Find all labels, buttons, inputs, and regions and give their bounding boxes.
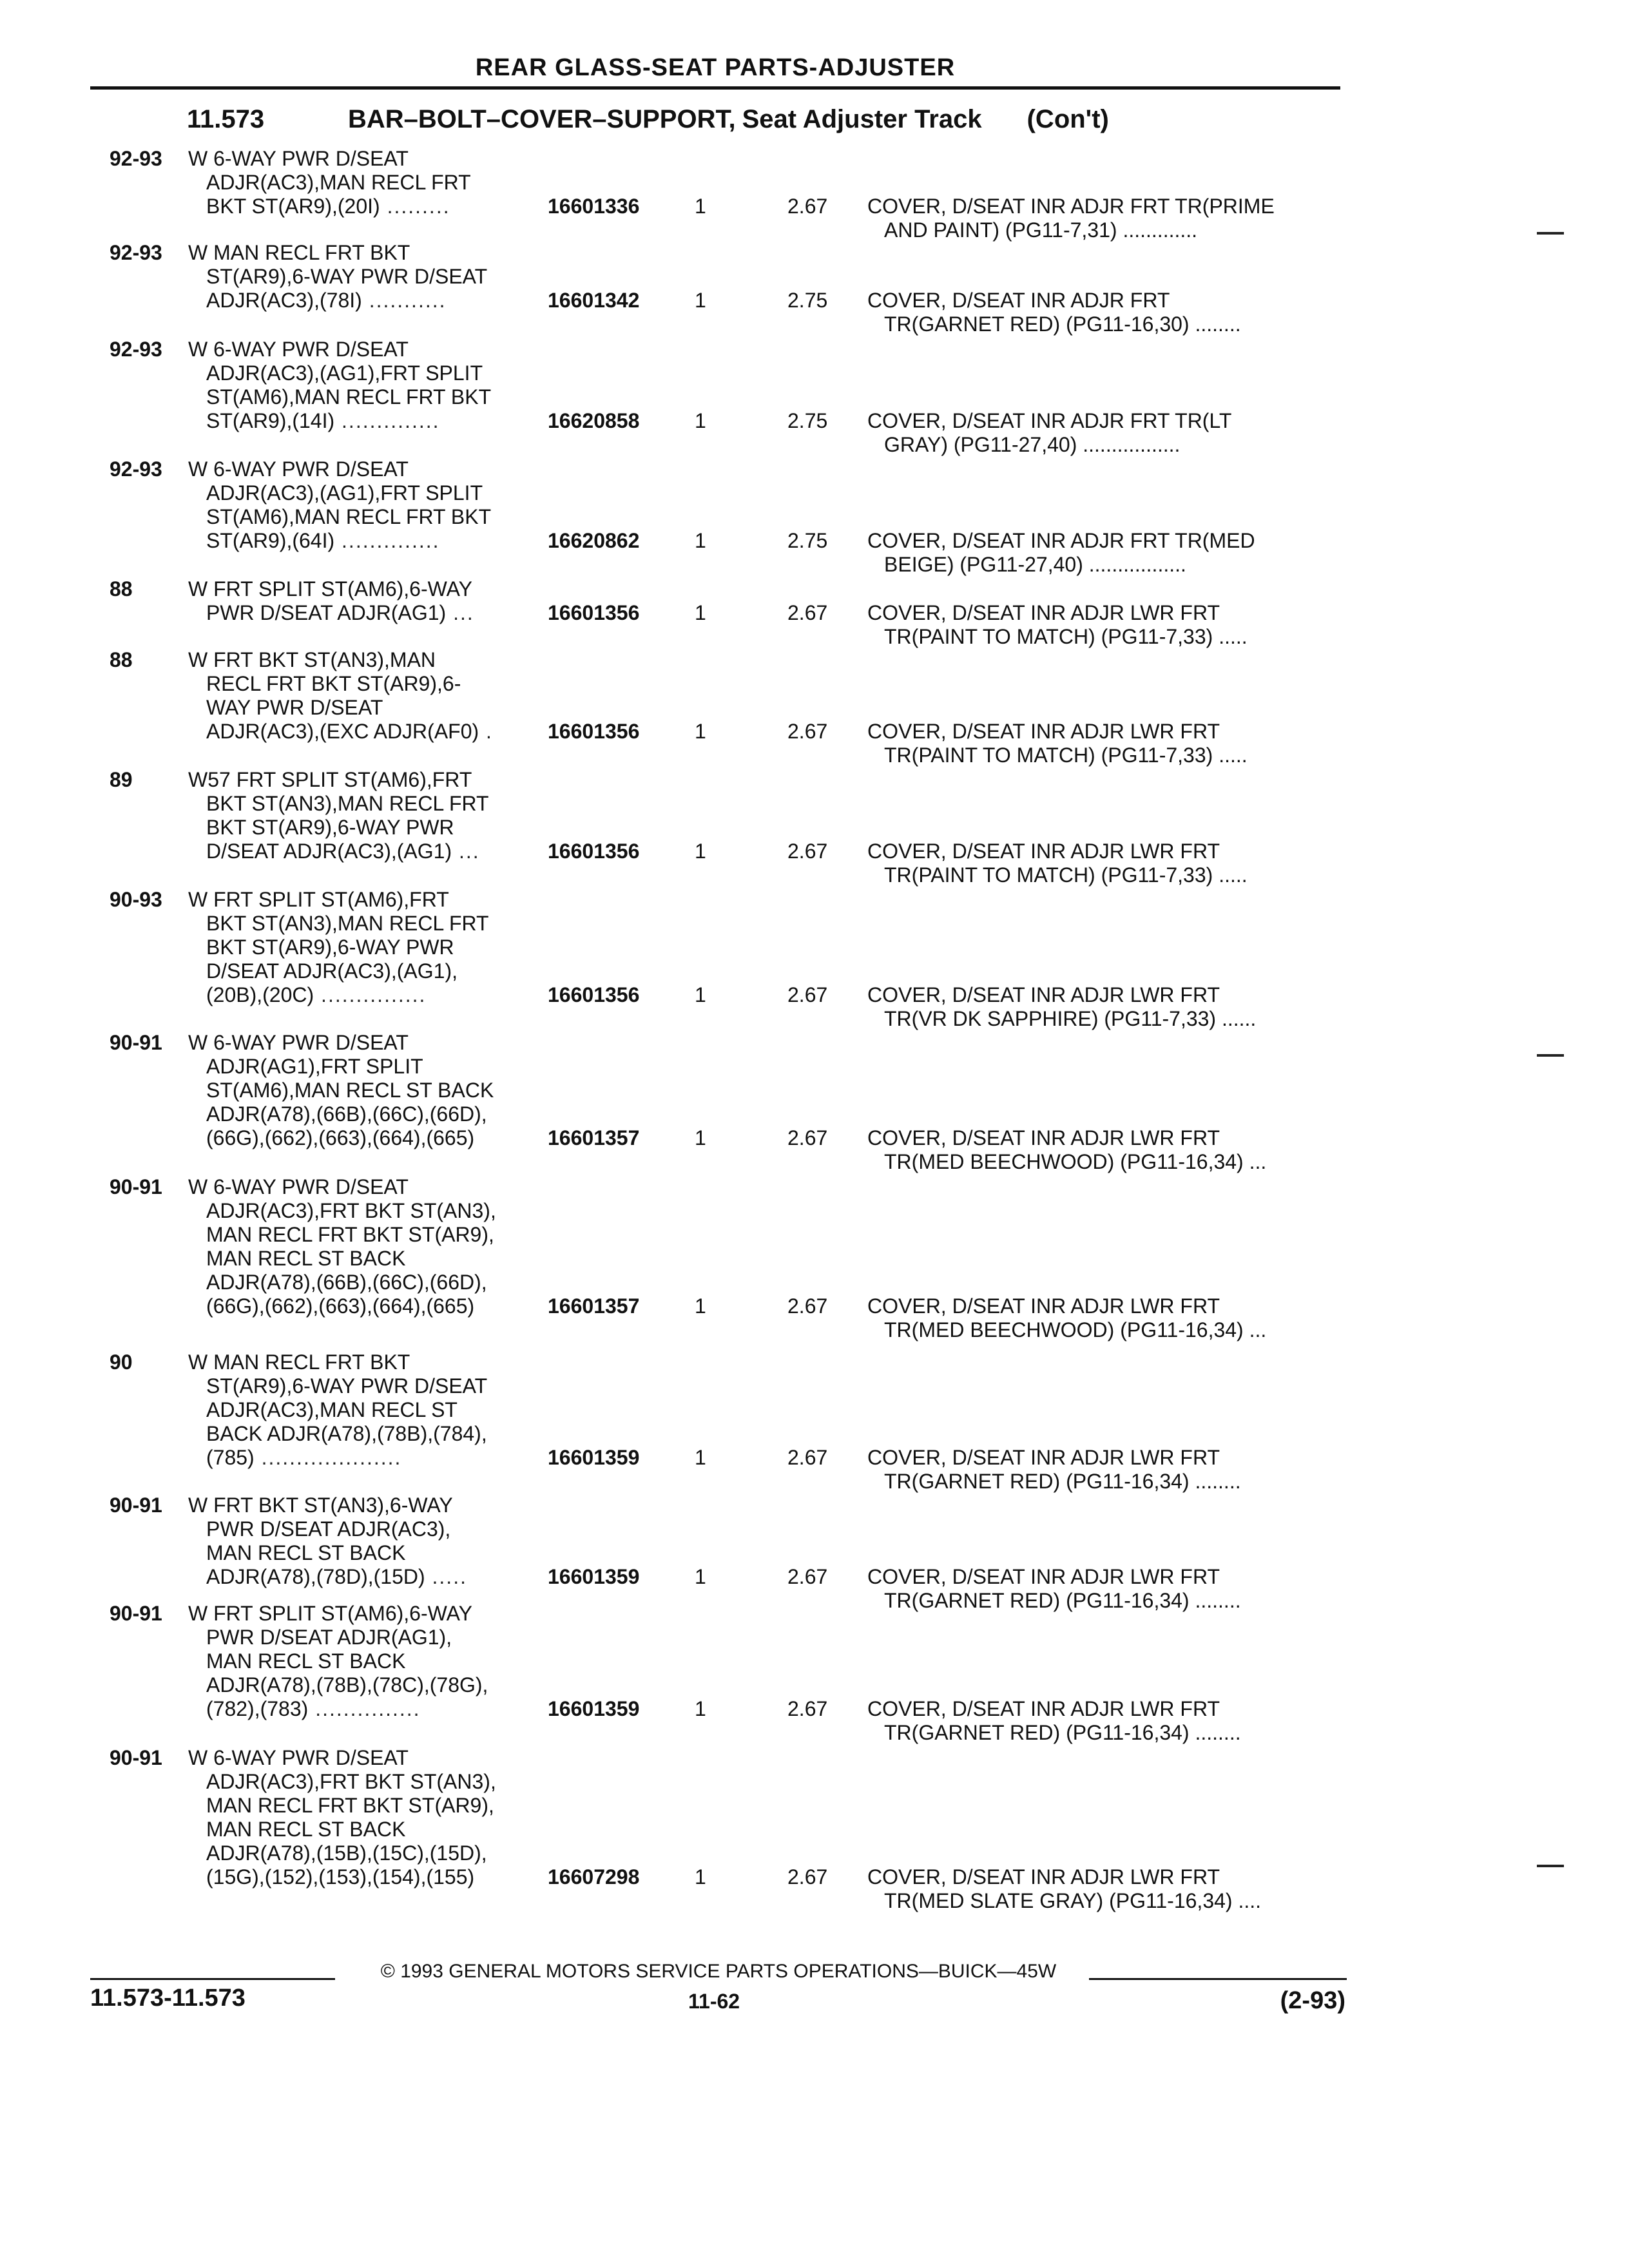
quantity: 1: [695, 409, 706, 432]
part-description-line: COVER, D/SEAT INR ADJR LWR FRT: [867, 1126, 1220, 1149]
part-description: [867, 529, 1344, 577]
usage-description: [188, 1175, 549, 1318]
model-years: 92-93: [110, 147, 162, 170]
part-description: [867, 1565, 1344, 1613]
part-number: 16601342: [548, 289, 640, 312]
price: 2.75: [787, 409, 828, 432]
usage-line-last: [188, 983, 549, 1007]
section-number: 11.573: [187, 105, 265, 133]
usage-line: MAN RECL FRT BKT ST(AR9),: [206, 1223, 494, 1246]
usage-line: ADJR(A78),(66B),(66C),(66D),: [206, 1271, 487, 1294]
usage-line-last: [188, 720, 549, 744]
usage-line-text: (66G),(662),(663),(664),(665): [206, 1294, 475, 1318]
usage-line: BACK ADJR(A78),(78B),(784),: [206, 1422, 487, 1445]
section-continued: (Con't): [1027, 105, 1109, 133]
part-number: 16601359: [548, 1446, 640, 1469]
part-description-line: TR(VR DK SAPPHIRE) (PG11-7,33) ......: [884, 1007, 1257, 1030]
quantity: 1: [695, 983, 706, 1006]
dot-leader: ...: [452, 840, 480, 863]
usage-line: MAN RECL ST BACK: [206, 1541, 406, 1564]
usage-line-last: [188, 1126, 549, 1150]
quantity: 1: [695, 1294, 706, 1318]
usage-line-text: ADJR(AC3),(78I): [206, 289, 362, 312]
margin-mark: [1537, 1054, 1564, 1057]
usage-line: W 6-WAY PWR D/SEAT: [188, 457, 409, 481]
model-years: 92-93: [110, 241, 162, 264]
usage-line-text: (782),(783): [206, 1697, 309, 1720]
usage-line: W 6-WAY PWR D/SEAT: [188, 1175, 409, 1198]
usage-line-last: [188, 195, 549, 218]
part-description-line: GRAY) (PG11-27,40) .................: [884, 433, 1181, 456]
usage-line: W FRT SPLIT ST(AM6),FRT: [188, 888, 449, 911]
dot-leader: ...............: [308, 1697, 421, 1720]
footer-rule-right: [1089, 1978, 1347, 1980]
dot-leader: ...: [446, 601, 474, 624]
part-description-line: COVER, D/SEAT INR ADJR FRT TR(PRIME: [867, 195, 1275, 218]
model-years: 90-91: [110, 1031, 162, 1054]
price: 2.67: [787, 1294, 828, 1318]
part-number: 16620862: [548, 529, 640, 552]
usage-line-last: [188, 289, 549, 312]
model-years: 92-93: [110, 457, 162, 481]
part-number: 16601356: [548, 720, 640, 743]
part-description-line: COVER, D/SEAT INR ADJR LWR FRT: [867, 840, 1220, 863]
quantity: 1: [695, 601, 706, 624]
usage-line: ADJR(A78),(78B),(78C),(78G),: [206, 1673, 488, 1696]
part-description: [867, 601, 1344, 649]
part-description-line: TR(MED SLATE GRAY) (PG11-16,34) ....: [884, 1889, 1262, 1912]
part-description: [867, 1865, 1344, 1913]
part-description-line: AND PAINT) (PG11-7,31) .............: [884, 218, 1198, 242]
part-description: [867, 195, 1344, 242]
part-description: [867, 289, 1344, 336]
part-description-line: TR(PAINT TO MATCH) (PG11-7,33) .....: [884, 863, 1248, 887]
usage-line-text: BKT ST(AR9),(20I): [206, 195, 380, 218]
part-description: [867, 1446, 1344, 1494]
usage-line: ST(AR9),6-WAY PWR D/SEAT: [206, 265, 488, 288]
part-description: [867, 720, 1344, 767]
price: 2.75: [787, 529, 828, 552]
usage-line: ADJR(AC3),(AG1),FRT SPLIT: [206, 481, 483, 505]
usage-description: [188, 1031, 549, 1150]
part-description-line: COVER, D/SEAT INR ADJR LWR FRT: [867, 601, 1220, 624]
footer-copyright: © 1993 GENERAL MOTORS SERVICE PARTS OPERATIONS—BUICK—45W: [380, 1961, 1057, 1982]
section-subtitle: Seat Adjuster Track: [742, 105, 982, 133]
usage-line: W FRT BKT ST(AN3),6-WAY: [188, 1494, 453, 1517]
usage-line: ADJR(A78),(66B),(66C),(66D),: [206, 1102, 487, 1126]
model-years: 90-93: [110, 888, 162, 911]
quantity: 1: [695, 1126, 706, 1149]
dot-leader: .........: [380, 195, 450, 218]
part-description-line: COVER, D/SEAT INR ADJR LWR FRT: [867, 983, 1220, 1006]
part-description-line: COVER, D/SEAT INR ADJR FRT: [867, 289, 1170, 312]
usage-line-text: ADJR(AC3),(EXC ADJR(AF0): [206, 720, 479, 743]
part-description: [867, 983, 1344, 1031]
part-description-line: TR(GARNET RED) (PG11-16,30) ........: [884, 312, 1241, 336]
part-description-line: COVER, D/SEAT INR ADJR LWR FRT: [867, 720, 1220, 743]
usage-description: [188, 1494, 549, 1589]
usage-line: ST(AM6),MAN RECL ST BACK: [206, 1079, 494, 1102]
model-years: 90-91: [110, 1175, 162, 1198]
quantity: 1: [695, 840, 706, 863]
usage-description: [188, 457, 549, 553]
usage-line: ADJR(AC3),MAN RECL ST: [206, 1398, 458, 1421]
price: 2.67: [787, 1126, 828, 1149]
page-title: REAR GLASS-SEAT PARTS-ADJUSTER: [475, 54, 956, 81]
usage-line: WAY PWR D/SEAT: [206, 696, 383, 719]
usage-line-text: ADJR(A78),(78D),(15D): [206, 1565, 425, 1588]
quantity: 1: [695, 529, 706, 552]
usage-line-last: [188, 409, 549, 433]
part-description: [867, 1126, 1344, 1174]
usage-line: W FRT SPLIT ST(AM6),6-WAY: [188, 1602, 472, 1625]
part-number: 16601359: [548, 1565, 640, 1588]
usage-line: ADJR(AC3),FRT BKT ST(AN3),: [206, 1770, 496, 1793]
usage-line-text: PWR D/SEAT ADJR(AG1): [206, 601, 447, 624]
usage-line: PWR D/SEAT ADJR(AG1),: [206, 1626, 452, 1649]
margin-mark: [1537, 232, 1564, 235]
part-description-line: COVER, D/SEAT INR ADJR LWR FRT: [867, 1565, 1220, 1588]
usage-line-text: D/SEAT ADJR(AC3),(AG1): [206, 840, 452, 863]
model-years: 88: [110, 577, 133, 601]
part-number: 16601356: [548, 840, 640, 863]
quantity: 1: [695, 1446, 706, 1469]
price: 2.67: [787, 840, 828, 863]
usage-line: D/SEAT ADJR(AC3),(AG1),: [206, 959, 458, 983]
quantity: 1: [695, 195, 706, 218]
part-description-line: COVER, D/SEAT INR ADJR FRT TR(LT: [867, 409, 1232, 432]
price: 2.67: [787, 983, 828, 1006]
margin-mark: [1537, 1865, 1564, 1867]
usage-line: W57 FRT SPLIT ST(AM6),FRT: [188, 768, 472, 791]
usage-description: [188, 648, 549, 744]
price: 2.67: [787, 1697, 828, 1720]
part-description-line: BEIGE) (PG11-27,40) .................: [884, 553, 1186, 576]
usage-line: ST(AR9),6-WAY PWR D/SEAT: [206, 1374, 488, 1398]
part-description-line: COVER, D/SEAT INR ADJR LWR FRT: [867, 1294, 1220, 1318]
part-description-line: COVER, D/SEAT INR ADJR LWR FRT: [867, 1697, 1220, 1720]
usage-line-last: [188, 1565, 549, 1589]
part-number: 16601356: [548, 601, 640, 624]
model-years: 92-93: [110, 338, 162, 361]
dot-leader: ....................: [254, 1446, 402, 1469]
usage-line: RECL FRT BKT ST(AR9),6-: [206, 672, 461, 695]
quantity: 1: [695, 1865, 706, 1888]
part-description-line: TR(PAINT TO MATCH) (PG11-7,33) .....: [884, 625, 1248, 648]
part-number: 16601357: [548, 1126, 640, 1149]
usage-line: W FRT BKT ST(AN3),MAN: [188, 648, 436, 671]
usage-line: ADJR(A78),(15B),(15C),(15D),: [206, 1841, 487, 1865]
part-description-line: TR(MED BEECHWOOD) (PG11-16,34) ...: [884, 1318, 1267, 1341]
part-description-line: TR(PAINT TO MATCH) (PG11-7,33) .....: [884, 744, 1248, 767]
usage-description: [188, 338, 549, 433]
price: 2.67: [787, 1446, 828, 1469]
usage-line: W 6-WAY PWR D/SEAT: [188, 1031, 409, 1054]
dot-leader: .: [479, 720, 493, 743]
usage-line: MAN RECL ST BACK: [206, 1247, 406, 1270]
usage-line-text: (66G),(662),(663),(664),(665): [206, 1126, 475, 1149]
dot-leader: ...............: [314, 983, 427, 1006]
usage-line: W 6-WAY PWR D/SEAT: [188, 338, 409, 361]
usage-line: BKT ST(AR9),6-WAY PWR: [206, 816, 454, 839]
part-number: 16601357: [548, 1294, 640, 1318]
part-description-line: TR(GARNET RED) (PG11-16,34) ........: [884, 1589, 1241, 1612]
part-description-line: TR(MED BEECHWOOD) (PG11-16,34) ...: [884, 1150, 1267, 1173]
usage-description: [188, 888, 549, 1007]
part-description-line: COVER, D/SEAT INR ADJR LWR FRT: [867, 1446, 1220, 1469]
footer-page-number: 11-62: [688, 1990, 740, 2013]
usage-line: W FRT SPLIT ST(AM6),6-WAY: [188, 577, 472, 601]
usage-line-last: [188, 1865, 549, 1889]
price: 2.67: [787, 601, 828, 624]
part-description: [867, 409, 1344, 457]
quantity: 1: [695, 720, 706, 743]
part-number: 16601336: [548, 195, 640, 218]
usage-line-last: [188, 601, 549, 625]
part-description: [867, 1697, 1344, 1745]
part-description: [867, 1294, 1344, 1342]
usage-line-last: [188, 1446, 549, 1470]
usage-description: [188, 768, 549, 863]
section-heading: [187, 105, 1109, 134]
usage-line: W 6-WAY PWR D/SEAT: [188, 1746, 409, 1769]
usage-line: MAN RECL ST BACK: [206, 1818, 406, 1841]
dot-leader: .....: [425, 1565, 467, 1588]
price: 2.67: [787, 720, 828, 743]
price: 2.67: [787, 1565, 828, 1588]
usage-line-text: (20B),(20C): [206, 983, 314, 1006]
usage-line-last: [188, 1697, 549, 1721]
model-years: 88: [110, 648, 133, 671]
part-description-line: COVER, D/SEAT INR ADJR LWR FRT: [867, 1865, 1220, 1888]
usage-line: PWR D/SEAT ADJR(AC3),: [206, 1517, 451, 1541]
usage-line: ADJR(AC3),FRT BKT ST(AN3),: [206, 1199, 496, 1222]
usage-line: BKT ST(AN3),MAN RECL FRT: [206, 792, 489, 815]
usage-description: [188, 147, 549, 218]
part-description-line: TR(GARNET RED) (PG11-16,34) ........: [884, 1470, 1241, 1493]
usage-line: ADJR(AC3),(AG1),FRT SPLIT: [206, 361, 483, 385]
dot-leader: ..............: [334, 529, 440, 552]
usage-description: [188, 1602, 549, 1721]
usage-line: W 6-WAY PWR D/SEAT: [188, 147, 409, 170]
footer-revision-date: (2-93): [1280, 1987, 1345, 2014]
part-number: 16607298: [548, 1865, 640, 1888]
usage-description: [188, 577, 549, 625]
model-years: 90-91: [110, 1494, 162, 1517]
part-number: 16601356: [548, 983, 640, 1006]
price: 2.67: [787, 195, 828, 218]
quantity: 1: [695, 1565, 706, 1588]
part-number: 16620858: [548, 409, 640, 432]
usage-line: W MAN RECL FRT BKT: [188, 1350, 410, 1374]
quantity: 1: [695, 1697, 706, 1720]
quantity: 1: [695, 289, 706, 312]
usage-line: ADJR(AG1),FRT SPLIT: [206, 1055, 423, 1078]
usage-line: W MAN RECL FRT BKT: [188, 241, 410, 264]
part-description: [867, 840, 1344, 887]
part-description-line: COVER, D/SEAT INR ADJR FRT TR(MED: [867, 529, 1255, 552]
dot-leader: ...........: [361, 289, 447, 312]
usage-line: MAN RECL ST BACK: [206, 1649, 406, 1673]
usage-line-text: ST(AR9),(14I): [206, 409, 335, 432]
part-description-line: TR(GARNET RED) (PG11-16,34) ........: [884, 1721, 1241, 1744]
model-years: 89: [110, 768, 133, 791]
dot-leader: ..............: [334, 409, 440, 432]
usage-line-last: [188, 1294, 549, 1318]
usage-line: ST(AM6),MAN RECL FRT BKT: [206, 385, 492, 408]
title-rule: [90, 86, 1340, 90]
section-name: BAR–BOLT–COVER–SUPPORT,: [348, 105, 736, 133]
usage-line: ST(AM6),MAN RECL FRT BKT: [206, 505, 492, 528]
usage-line-text: ST(AR9),(64I): [206, 529, 335, 552]
usage-line-last: [188, 840, 549, 863]
usage-line: BKT ST(AN3),MAN RECL FRT: [206, 912, 489, 935]
usage-line-last: [188, 529, 549, 553]
usage-description: [188, 241, 549, 312]
price: 2.75: [787, 289, 828, 312]
usage-line: MAN RECL FRT BKT ST(AR9),: [206, 1794, 494, 1817]
footer-rule-left: [90, 1978, 335, 1980]
usage-line-text: (785): [206, 1446, 255, 1469]
price: 2.67: [787, 1865, 828, 1888]
usage-description: [188, 1350, 549, 1470]
usage-description: [188, 1746, 549, 1889]
model-years: 90-91: [110, 1746, 162, 1769]
model-years: 90-91: [110, 1602, 162, 1625]
model-years: 90: [110, 1350, 133, 1374]
usage-line-text: (15G),(152),(153),(154),(155): [206, 1865, 475, 1888]
usage-line: ADJR(AC3),MAN RECL FRT: [206, 171, 471, 194]
part-number: 16601359: [548, 1697, 640, 1720]
footer-section-range: 11.573-11.573: [90, 1984, 246, 2012]
usage-line: BKT ST(AR9),6-WAY PWR: [206, 936, 454, 959]
